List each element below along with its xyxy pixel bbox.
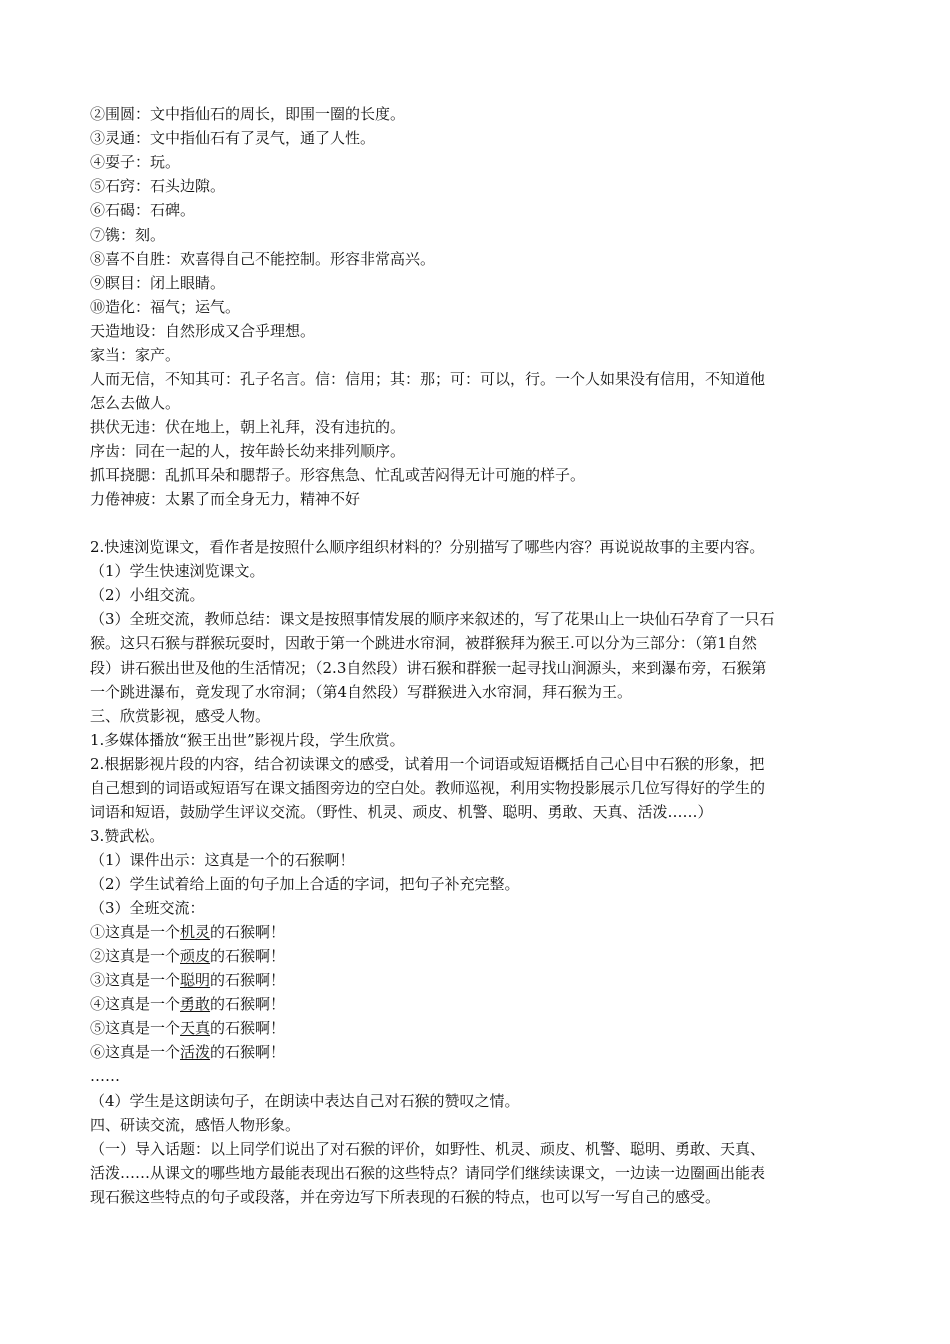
glossary-item: 怎么去做人。 — [90, 394, 181, 412]
section3-line: （2）学生试着给上面的句子加上合适的字词，把句子补充完整。 — [90, 875, 520, 893]
glossary-item: ⑧喜不自胜：欢喜得自己不能控制。形容非常高兴。 — [90, 250, 436, 268]
example-word: 天真 — [180, 1019, 211, 1037]
section3-line: 1.多媒体播放“猴王出世”影视片段，学生欣赏。 — [90, 731, 405, 749]
glossary-item: 家当：家产。 — [90, 346, 181, 364]
glossary-item: ⑤石窍：石头边隙。 — [90, 177, 226, 195]
example-word: 活泼 — [180, 1043, 211, 1061]
glossary-item: 序齿：同在一起的人，按年龄长幼来排列顺序。 — [90, 442, 406, 460]
section3-line: 词语和短语，鼓励学生评议交流。（野性、机灵、顽皮、机警、聪明、勇敢、天真、活泼……） — [90, 803, 713, 821]
glossary-item: 人而无信，不知其可：孔子名言。信：信用；其：那；可：可以，行。一个人如果没有信用，不知道他 — [90, 370, 766, 388]
step2-line: （1）学生快速浏览课文。 — [90, 562, 265, 580]
section3-line: 3.赞武松。 — [90, 827, 165, 845]
example-sentence — [90, 1042, 870, 1062]
example-suffix: 的石猴啊！ — [210, 947, 286, 965]
example-suffix: 的石猴啊！ — [210, 995, 286, 1013]
example-word: 聪明 — [180, 971, 211, 989]
example-word: 机灵 — [180, 923, 211, 941]
step2-line: 段）讲石猴出世及他的生活情况；（2.3自然段）讲石猴和群猴一起寻找山涧源头，来到瀑布旁，石猴第 — [90, 659, 767, 677]
example-suffix: 的石猴啊！ — [210, 1019, 286, 1037]
glossary-item: ⑥石碣：石碑。 — [90, 201, 196, 219]
example-suffix: 的石猴啊！ — [210, 971, 286, 989]
section3-line: 2.根据影视片段的内容，结合初读课文的感受，试着用一个词语或短语概括自己心目中石猴的形象，把 — [90, 755, 765, 773]
section3-line: （3）全班交流： — [90, 899, 205, 917]
glossary-item: 天造地设：自然形成又合乎理想。 — [90, 322, 316, 340]
section3-heading: 三、欣赏影视，感受人物。 — [90, 707, 271, 725]
step2-line: 一个跳进瀑布，竟发现了水帘洞；（第4自然段）写群猴进入水帘洞，拜石猴为王。 — [90, 683, 633, 701]
example-word: 勇敢 — [180, 995, 211, 1013]
glossary-item: ⑦镌：刻。 — [90, 226, 166, 244]
glossary-item: ②围圆：文中指仙石的周长，即围一圈的长度。 — [90, 105, 406, 123]
glossary-item: 力倦神疲：太累了而全身无力，精神不好 — [90, 490, 361, 508]
glossary-item: 抓耳挠腮：乱抓耳朵和腮帮子。形容焦急、忙乱或苦闷得无计可施的样子。 — [90, 466, 586, 484]
section4-line: （一）导入话题：以上同学们说出了对石猴的评价，如野性、机灵、顽皮、机警、聪明、勇敢、天真、 — [90, 1140, 766, 1158]
section4-line: 活泼……从课文的哪些地方最能表现出石猴的这些特点？请同学们继续读课文，一边读一边圈画出能表 — [90, 1164, 766, 1182]
example-sentence — [90, 946, 870, 966]
section3-line: 自己想到的词语或短语写在课文插图旁边的空白处。教师巡视，利用实物投影展示几位写得好的学生的 — [90, 779, 766, 797]
step2-line: 猴。这只石猴与群猴玩耍时，因敢于第一个跳进水帘洞，被群猴拜为猴王.可以分为三部分：（第1自然 — [90, 634, 757, 652]
glossary-item: ④耍子：玩。 — [90, 153, 181, 171]
example-prefix: ②这真是一个 — [90, 947, 181, 965]
example-suffix: 的石猴啊！ — [210, 923, 286, 941]
example-word: 顽皮 — [180, 947, 211, 965]
example-prefix: ⑥这真是一个 — [90, 1043, 181, 1061]
glossary-item: ⑨瞑目：闭上眼睛。 — [90, 274, 226, 292]
example-prefix: ③这真是一个 — [90, 971, 181, 989]
ellipsis: …… — [90, 1067, 120, 1085]
glossary-item: ③灵通：文中指仙石有了灵气，通了人性。 — [90, 129, 376, 147]
example-prefix: ④这真是一个 — [90, 995, 181, 1013]
example-sentence — [90, 1018, 870, 1038]
step2-line: （2）小组交流。 — [90, 586, 205, 604]
glossary-item: 拱伏无违：伏在地上，朝上礼拜，没有违抗的。 — [90, 418, 406, 436]
example-sentence — [90, 922, 870, 942]
example-sentence — [90, 994, 870, 1014]
section3-line: （1）课件出示：这真是一个的石猴啊！ — [90, 851, 355, 869]
step2-line: （3）全班交流，教师总结：课文是按照事情发展的顺序来叙述的，写了花果山上一块仙石孕育了一只石 — [90, 610, 775, 628]
example-suffix: 的石猴啊！ — [210, 1043, 286, 1061]
glossary-item: ⑩造化：福气；运气。 — [90, 298, 241, 316]
section4-line: 现石猴这些特点的句子或段落，并在旁边写下所表现的石猴的特点，也可以写一写自己的感受。 — [90, 1188, 721, 1206]
section3-closing: （4）学生是这朗读句子，在朗读中表达自己对石猴的赞叹之情。 — [90, 1092, 520, 1110]
example-sentence — [90, 970, 870, 990]
example-prefix: ①这真是一个 — [90, 923, 181, 941]
section4-heading: 四、研读交流，感悟人物形象。 — [90, 1116, 301, 1134]
step2-question: 2.快速浏览课文，看作者是按照什么顺序组织材料的？分别描写了哪些内容？再说说故事的主要内容。 — [90, 538, 765, 556]
example-prefix: ⑤这真是一个 — [90, 1019, 181, 1037]
